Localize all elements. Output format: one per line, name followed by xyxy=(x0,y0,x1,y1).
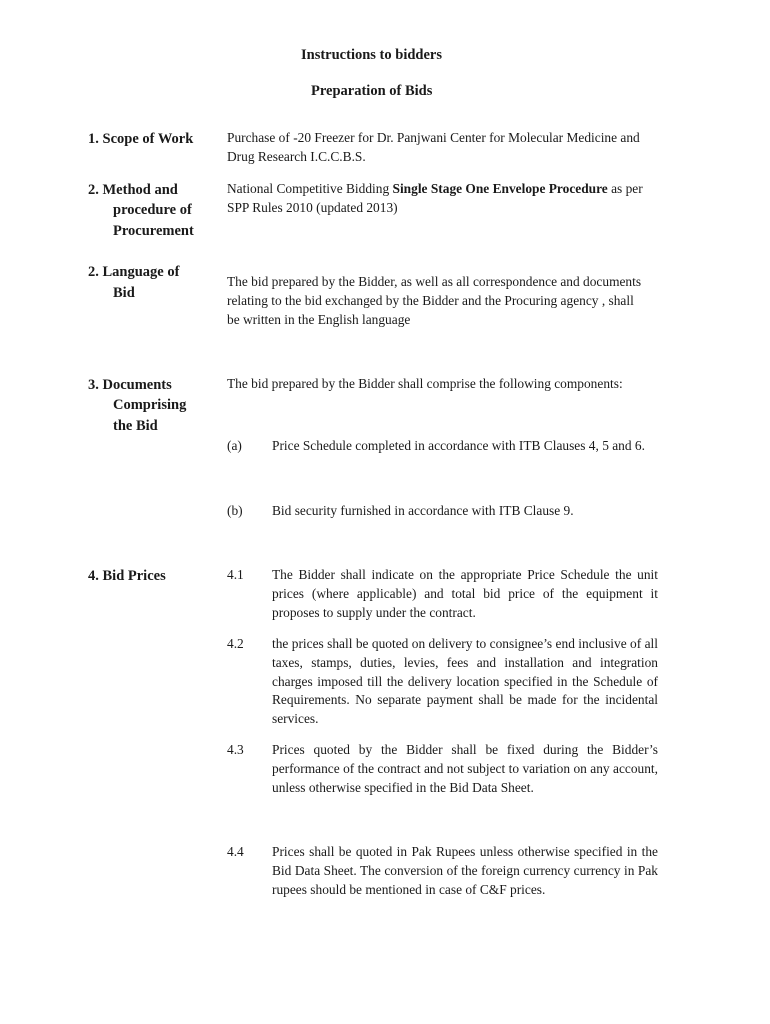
method-line-1-prefix: National Competitive Bidding xyxy=(227,181,393,196)
scope-of-work-line-2: Drug Research I.C.C.B.S. xyxy=(227,149,366,164)
bid-prices-item-4-3-text: Prices quoted by the Bidder shall be fixed during the Bidder’s performance of the contract and not subject to variation on any account, unless otherwise specified in the Bid Data Sheet. xyxy=(272,742,658,795)
documents-intro: The bid prepared by the Bidder shall comprise the following components: xyxy=(227,376,623,391)
section-label-method-line-1: 2. Method and xyxy=(88,182,178,198)
section-label-scope-of-work: 1. Scope of Work xyxy=(88,131,194,147)
section-label-method-line-3: Procurement xyxy=(113,223,194,239)
section-label-method-line-2: procedure of xyxy=(113,202,192,218)
section-label-documents-line-3: the Bid xyxy=(113,418,158,434)
documents-item-a-text: Price Schedule completed in accordance with ITB Clauses 4, 5 and 6. xyxy=(272,438,645,453)
section-label-documents-line-1: 3. Documents xyxy=(88,377,172,393)
section-label-bid-prices: 4. Bid Prices xyxy=(88,568,166,584)
section-label-documents-line-2: Comprising xyxy=(113,397,187,413)
section-label-language-line-1: 2. Language of xyxy=(88,264,180,280)
documents-item-b-text: Bid security furnished in accordance with ITB Clause 9. xyxy=(272,503,574,518)
method-line-1 xyxy=(227,180,643,199)
language-line-2: relating to the bid exchanged by the Bidder and the Procuring agency , shall xyxy=(227,293,634,308)
page-title: Instructions to bidders xyxy=(301,47,442,63)
scope-of-work-line-1: Purchase of -20 Freezer for Dr. Panjwani Center for Molecular Medicine and xyxy=(227,130,640,145)
bid-prices-item-4-4-text: Prices shall be quoted in Pak Rupees unless otherwise specified in the Bid Data Sheet. The conversion of the foreign currency currency in Pak rupees should be mentioned in case of C&F prices. xyxy=(272,844,658,897)
bid-prices-item-4-4-marker: 4.4 xyxy=(227,844,244,859)
page-subtitle: Preparation of Bids xyxy=(311,83,433,99)
documents-item-b-marker: (b) xyxy=(227,503,243,518)
documents-item-a-marker: (a) xyxy=(227,438,242,453)
bid-prices-item-4-1-marker: 4.1 xyxy=(227,567,244,582)
bid-prices-item-4-2-marker: 4.2 xyxy=(227,636,244,651)
language-line-3: be written in the English language xyxy=(227,312,411,327)
method-line-2: SPP Rules 2010 (updated 2013) xyxy=(227,200,398,215)
bid-prices-item-4-3-marker: 4.3 xyxy=(227,742,244,757)
bid-prices-item-4-1-text: The Bidder shall indicate on the appropriate Price Schedule the unit prices (where applicable) and total bid price of the equipment it proposes to supply under the contract. xyxy=(272,567,658,620)
method-line-1-bold: Single Stage One Envelope Procedure xyxy=(392,181,608,196)
language-line-1: The bid prepared by the Bidder, as well as all correspondence and documents xyxy=(227,274,642,289)
bid-prices-item-4-2-text: the prices shall be quoted on delivery to consignee’s end inclusive of all taxes, stamps, duties, levies, fees and installation and integration charges imposed till the delivery location specified in the Schedule of Requirements. No separate payment shall be made for the incidental services. xyxy=(272,636,658,727)
method-line-1-suffix: as per xyxy=(607,181,643,196)
section-label-language-line-2: Bid xyxy=(113,285,135,301)
